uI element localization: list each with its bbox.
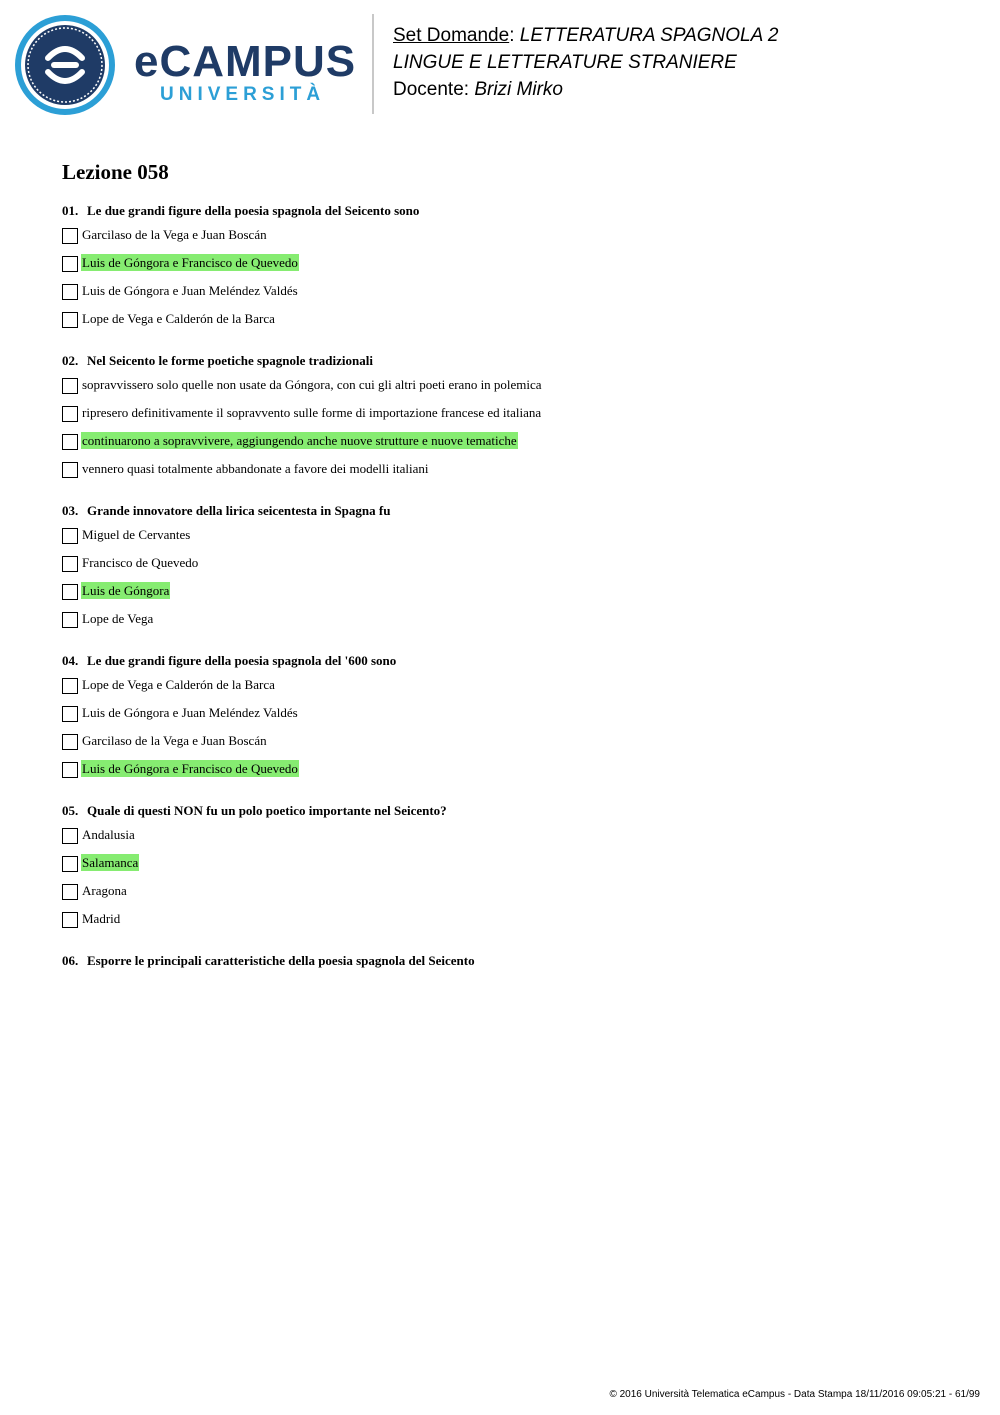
answer-option[interactable] [62, 526, 942, 554]
answer-option[interactable] [62, 760, 942, 788]
answer-text: Miguel de Cervantes [82, 527, 191, 542]
answer-checkbox[interactable] [62, 256, 78, 272]
question-number: 04. [62, 653, 79, 668]
answer-checkbox[interactable] [62, 856, 78, 872]
answer-option[interactable] [62, 732, 942, 760]
answer-checkbox[interactable] [62, 912, 78, 928]
answer-checkbox[interactable] [62, 556, 78, 572]
question-list [62, 202, 942, 984]
answer-checkbox[interactable] [62, 378, 78, 394]
answer-option[interactable] [62, 404, 942, 432]
question-label: Quale di questi NON fu un polo poetico importante nel Seicento? [87, 803, 447, 818]
answer-option[interactable] [62, 376, 942, 404]
question-text [62, 202, 942, 220]
question-label: Nel Seicento le forme poetiche spagnole tradizionali [87, 353, 373, 368]
answer-text: Lope de Vega [82, 611, 154, 626]
answer-text: ripresero definitivamente il sopravvento sulle forme di importazione francese ed italiana [82, 405, 542, 420]
answer-option[interactable] [62, 676, 942, 704]
answer-text: Luis de Góngora e Juan Meléndez Valdés [82, 283, 298, 298]
answer-checkbox[interactable] [62, 762, 78, 778]
answer-option[interactable] [62, 826, 942, 854]
question-label: Le due grandi figure della poesia spagnola del Seicento sono [87, 203, 420, 218]
answer-option[interactable] [62, 460, 942, 488]
question-text [62, 502, 942, 520]
answer-checkbox[interactable] [62, 828, 78, 844]
answer-option[interactable] [62, 254, 942, 282]
set-info: Set Domande: LETTERATURA SPAGNOLA 2 LINGUE E LETTERATURE STRANIERE Docente: Brizi Mirko [393, 25, 779, 100]
answer-checkbox[interactable] [62, 584, 78, 600]
answer-text: Madrid [82, 911, 121, 926]
answer-option[interactable] [62, 310, 942, 338]
lesson-title: Lezione 058 [62, 160, 169, 184]
brand-subtitle: UNIVERSITÀ [160, 84, 326, 105]
question-text [62, 652, 942, 670]
answer-text-correct: Luis de Góngora e Francisco de Quevedo [82, 255, 298, 270]
answer-checkbox[interactable] [62, 406, 78, 422]
answer-checkbox[interactable] [62, 678, 78, 694]
answer-checkbox[interactable] [62, 434, 78, 450]
answer-text: Lope de Vega e Calderón de la Barca [82, 677, 275, 692]
answer-checkbox[interactable] [62, 462, 78, 478]
question-block [62, 802, 942, 938]
answer-option[interactable] [62, 582, 942, 610]
answer-checkbox[interactable] [62, 528, 78, 544]
question-label: Le due grandi figure della poesia spagnola del '600 sono [87, 653, 397, 668]
question-block [62, 652, 942, 788]
question-block [62, 502, 942, 638]
page-header [0, 0, 1000, 130]
answer-text: Lope de Vega e Calderón de la Barca [82, 311, 275, 326]
question-block [62, 202, 942, 338]
question-block [62, 352, 942, 488]
answer-text: Garcilaso de la Vega e Juan Boscán [82, 733, 267, 748]
question-number: 05. [62, 803, 79, 818]
answer-option[interactable] [62, 226, 942, 254]
course-name: LINGUE E LETTERATURE STRANIERE [393, 52, 737, 73]
question-number: 01. [62, 203, 79, 218]
answer-checkbox[interactable] [62, 884, 78, 900]
answer-text: Luis de Góngora e Juan Meléndez Valdés [82, 705, 298, 720]
question-block [62, 952, 942, 970]
ecampus-logo-icon [14, 14, 116, 121]
answer-checkbox[interactable] [62, 312, 78, 328]
answer-checkbox[interactable] [62, 284, 78, 300]
answer-text: Garcilaso de la Vega e Juan Boscán [82, 227, 267, 242]
question-text [62, 352, 942, 370]
question-label: Esporre le principali caratteristiche della poesia spagnola del Seicento [87, 953, 475, 968]
answer-text: sopravvissero solo quelle non usate da Góngora, con cui gli altri poeti erano in polemica [82, 377, 542, 392]
answer-checkbox[interactable] [62, 734, 78, 750]
answer-checkbox[interactable] [62, 612, 78, 628]
header-divider [372, 14, 374, 114]
question-number: 06. [62, 953, 79, 968]
answer-checkbox[interactable] [62, 706, 78, 722]
question-number: 03. [62, 503, 79, 518]
answer-checkbox[interactable] [62, 228, 78, 244]
answer-option[interactable] [62, 882, 942, 910]
teacher-label: Docente: [393, 79, 470, 100]
page-footer: © 2016 Università Telematica eCampus - Data Stampa 18/11/2016 09:05:21 - 61/99 [609, 1389, 980, 1400]
answer-option[interactable] [62, 854, 942, 882]
brand-logotype [134, 37, 357, 106]
answer-option[interactable] [62, 610, 942, 638]
brand-name: eCAMPUS [134, 37, 357, 86]
answer-text: Francisco de Quevedo [82, 555, 199, 570]
answer-text-correct: Salamanca [82, 855, 139, 870]
question-label: Grande innovatore della lirica seicentesta in Spagna fu [87, 503, 391, 518]
set-value: LETTERATURA SPAGNOLA 2 [519, 25, 779, 46]
answer-option[interactable] [62, 554, 942, 582]
set-label: Set Domande [393, 25, 510, 46]
answer-text: Andalusia [82, 827, 135, 842]
answer-text: Aragona [82, 883, 127, 898]
question-number: 02. [62, 353, 79, 368]
answer-text-correct: Luis de Góngora e Francisco de Quevedo [82, 761, 298, 776]
answer-text-correct: continuarono a sopravvivere, aggiungendo anche nuove strutture e nuove tematiche [82, 433, 517, 448]
question-text [62, 802, 942, 820]
answer-text: vennero quasi totalmente abbandonate a favore dei modelli italiani [82, 461, 429, 476]
answer-option[interactable] [62, 282, 942, 310]
teacher-name: Brizi Mirko [474, 79, 563, 100]
question-text [62, 952, 942, 970]
answer-option[interactable] [62, 704, 942, 732]
answer-option[interactable] [62, 910, 942, 938]
answer-text-correct: Luis de Góngora [82, 583, 170, 598]
answer-option[interactable] [62, 432, 942, 460]
